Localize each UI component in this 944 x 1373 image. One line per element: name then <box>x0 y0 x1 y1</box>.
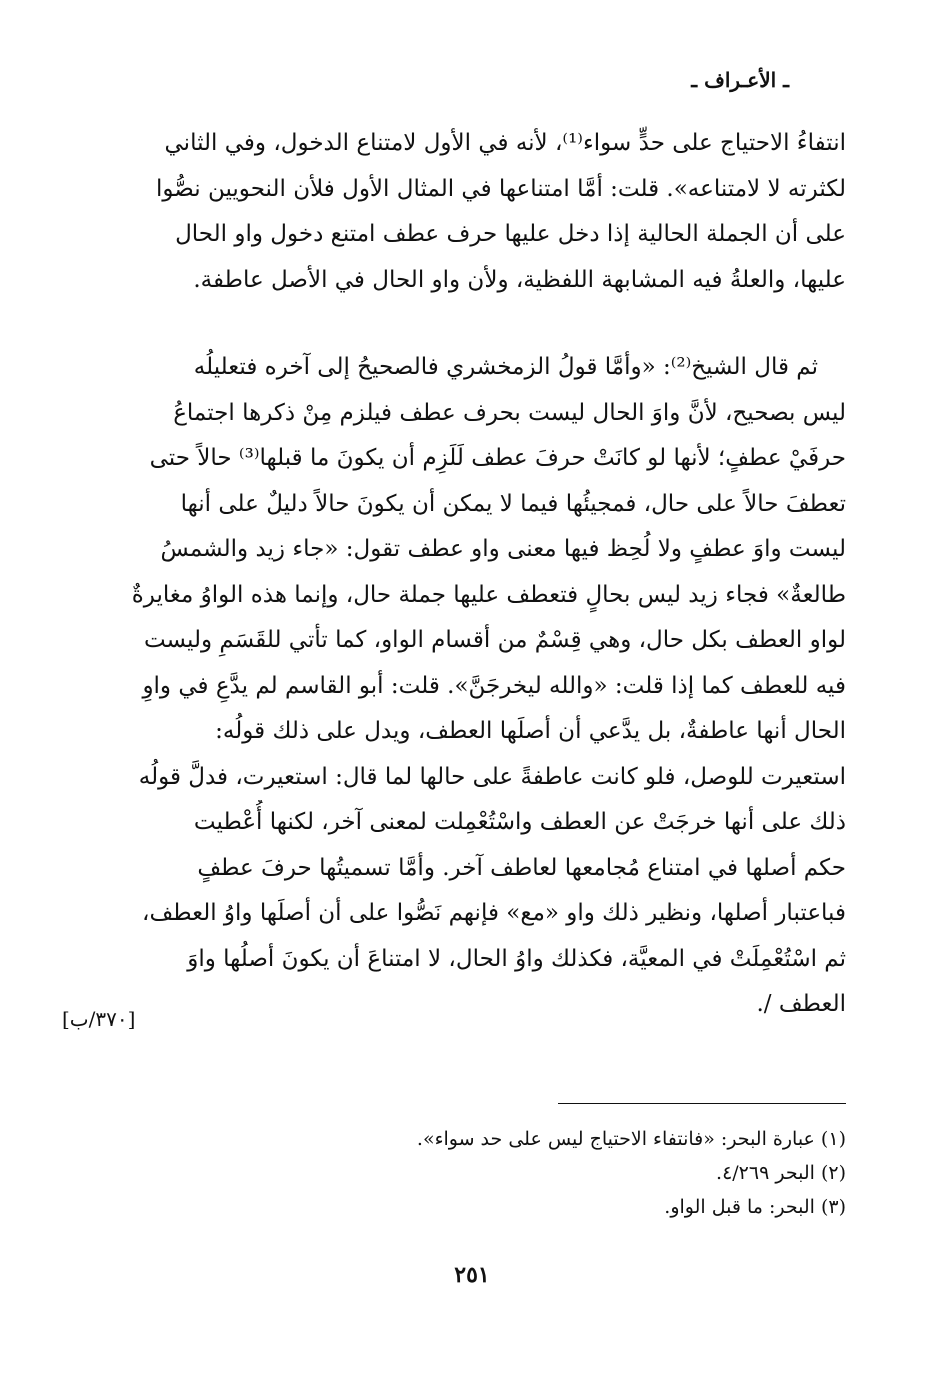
text-line: حرفَيْ عطفٍ؛ لأنها لو كانَتْ حرفَ عطف لَلَزِم أن يكونَ ما قبلها⁽³⁾ حالاً حتى <box>149 445 846 471</box>
text-line: الحال أنها عاطفةٌ، بل يدَّعي أن أصلَها العطف، ويدل على ذلك قولُه: <box>215 718 846 744</box>
text-line: العطف /. <box>756 991 846 1017</box>
paragraph-1 <box>100 121 846 303</box>
text-line: لكثرته لا لامتناعه». قلت: أمَّا امتناعها في المثال الأول فلأن النحويين نصُّوا <box>156 175 846 202</box>
footnote-1: (١) عبارة البحر: «فانتفاء الاحتياج ليس على حد سواء». <box>416 1128 846 1150</box>
text-line: فيه للعطف كما إذا قلت: «والله ليخرجَنَّ». قلت: أبو القاسم لم يدَّعِ في واوِ <box>142 672 846 699</box>
text-line: ذلك على أنها خرجَتْ عن العطف واسْتُعْمِلت لمعنى آخر، لكنها أُعْطيت <box>193 809 846 835</box>
footnote-2: (٢) البحر ٤/٢٦٩. <box>716 1162 846 1184</box>
footnote-divider <box>558 1103 846 1104</box>
text-line: انتفاءُ الاحتياج على حدٍّ سواء⁽¹⁾، لأنه في الأول لامتناع الدخول، وفي الثاني <box>164 130 846 156</box>
text-line: فباعتبار أصلها، ونظير ذلك واو «مع» فإنهم نَصُّوا على أن أصلَها واوُ العطف، <box>142 900 846 926</box>
page-number: ٢٥١ <box>454 1262 490 1288</box>
text-line: طالعةٌ» فجاء زيد ليس بحالٍ فتعطف عليها جملة حال، وإنما هذه الواوُ مغايرةٌ <box>131 581 846 608</box>
text-line: ليست واوَ عطفٍ ولا لُحِظ فيها معنى واو عطف تقول: «جاء زيد والشمسُ <box>160 536 846 562</box>
text-line: لواو العطف بكل حال، وهي قِسْمٌ من أقسام الواو، كما تأتي للقَسَمِ وليست <box>143 627 846 653</box>
text-line: ثم قال الشيخ⁽²⁾: «وأمَّا قولُ الزمخشري فالصحيحُ إلى آخره فتعليلُه <box>193 354 818 380</box>
text-line: على أن الجملة الحالية إذا دخل عليها حرف عطف امتنع دخول واو الحال <box>175 221 846 247</box>
text-line: ثم اسْتُعْمِلَتْ في المعيَّة، فكذلك واوُ الحال، لا امتناعَ أن يكونَ أصلُها واوَ <box>187 945 846 972</box>
text-line: تعطفَ حالاً على حال، فمجيئُها فيما لا يمكن أن يكونَ حالاً دليلٌ على أنها <box>180 490 846 517</box>
footnote-3: (٣) البحر: ما قبل الواو. <box>664 1196 846 1218</box>
text-line: عليها، والعلةُ فيه المشابهة اللفظية، ولأن واو الحال في الأصل عاطفة. <box>193 266 846 293</box>
paragraph-2 <box>100 345 846 1028</box>
running-head: ـ الأعـراف ـ <box>691 68 789 92</box>
footnotes <box>100 1122 846 1224</box>
text-line: حكم أصلها في امتناع مُجامعها لعاطف آخر. وأمَّا تسميتُها حرفَ عطفٍ <box>197 854 846 881</box>
text-line: ليس بصحيح، لأنَّ واوَ الحال ليست بحرف عطف فيلزم مِنْ ذكرها اجتماعُ <box>173 399 846 426</box>
text-line: استعيرت للوصل، فلو كانت عاطفةً على حالها لما قال: استعيرت، فدلَّ قولُه <box>138 763 846 790</box>
manuscript-folio-reference: [٣٧٠/ب] <box>62 1007 136 1031</box>
